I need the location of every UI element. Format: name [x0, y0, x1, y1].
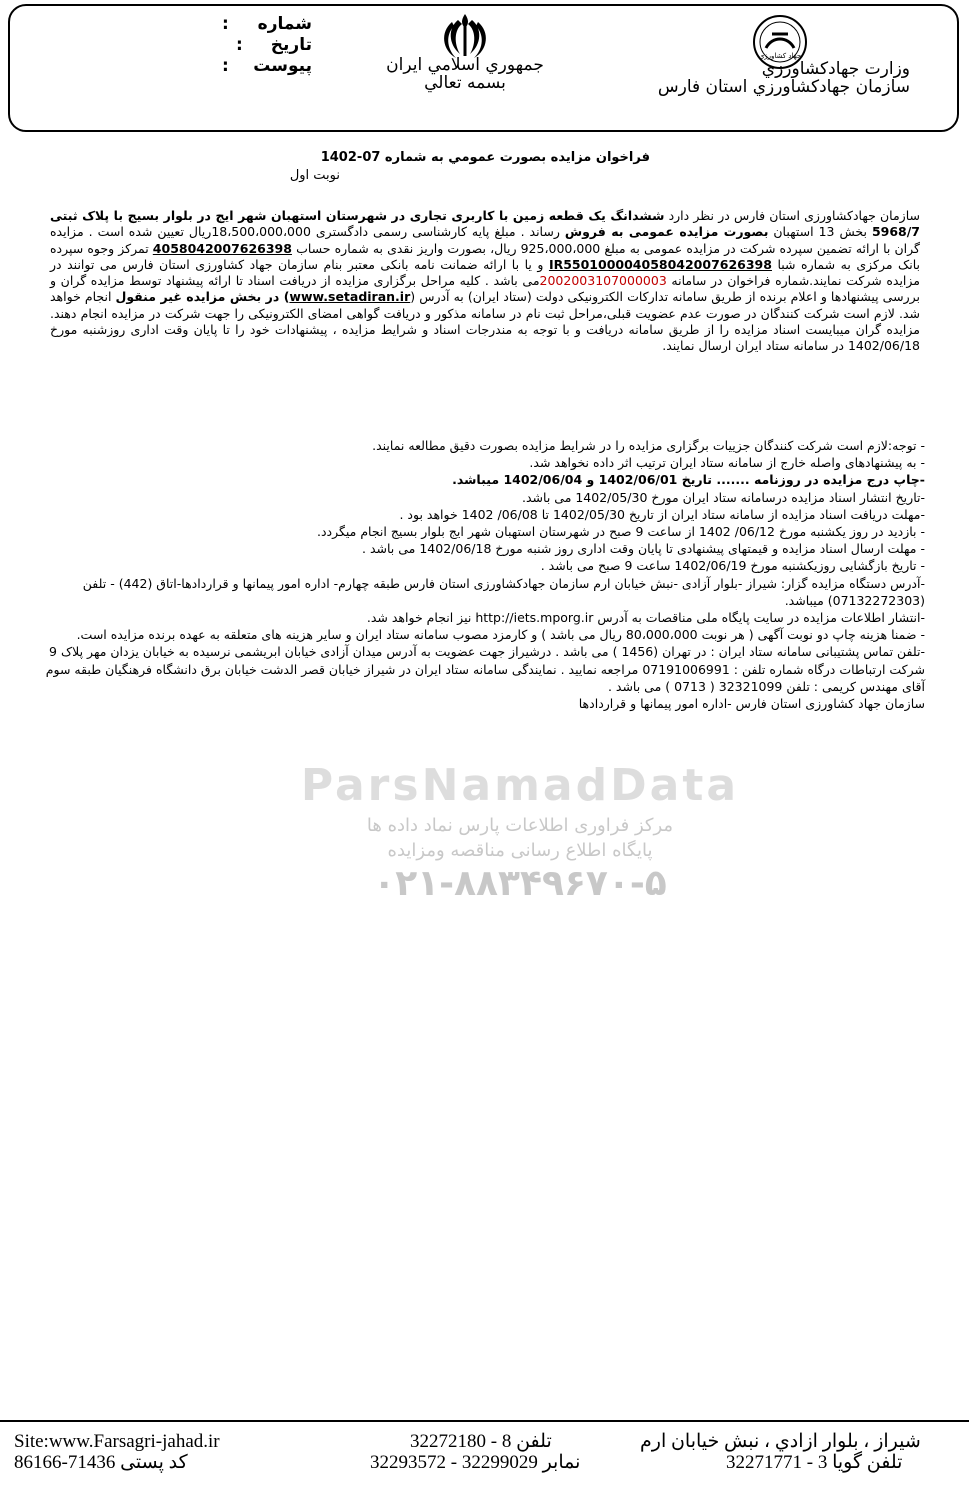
footer-address: شيراز ، بلوار ازادي ، نبش خيابان ارم	[640, 1431, 921, 1452]
note-item: - به پیشنهادهای واصله خارج از سامانه ستاد ایران ترتیب اثر داده نخواهد شد.	[529, 455, 925, 471]
body-part-9: و یا با ارائه ضمانت نامه بانکی معتبر بنام سازمان جهاد کشاورزی استان فارس می توانند در مزایده شرکت نمایند.شماره فراخوان در سامانه	[50, 256, 920, 289]
date-colon: :	[236, 35, 243, 55]
footer-divider	[0, 1420, 969, 1422]
setadiran-link[interactable]: www.setadiran.ir	[289, 289, 411, 305]
watermark	[240, 760, 800, 920]
footer-phone2: تلفن گويا 3 - 32271771	[726, 1452, 903, 1473]
note-item: - ضمنا هزینه چاپ دو نوبت آگهی ( هر نوبت 80،000،000 ریال می باشد ) و کارمزد مصوب سامانه ستاد ایران و سایر هزینه های متعلقه به عهده برنده مزایده است.	[76, 627, 925, 643]
attachment-label: پيوست	[253, 56, 312, 76]
republic-name: جمهوري اسلامي ايران	[386, 55, 544, 75]
note-item: -انتشار اطلاعات مزایده در سایت پایگاه ملی مناقصات به آدرس http://iets.mporg.ir نیز انجام خواهد شد.	[366, 610, 925, 626]
sheba-number: IR550100004058042007626398	[548, 256, 772, 272]
body-part-7: تمرکز وجوه سپرده بانک مرکزی به شماره شبا	[50, 240, 921, 272]
footer-phone: تلفن 8 - 32272180	[410, 1431, 552, 1452]
ministry-name: وزارت جهادکشاورزي	[761, 59, 910, 79]
notice-title: فراخوان مزايده بصورت عمومي به شماره 07-1402	[320, 150, 650, 165]
footer-fax: نمابر 32299029 - 32293572	[370, 1452, 581, 1473]
account-number: 4058042007626398	[152, 240, 292, 256]
call-number: 2002003107000003	[539, 273, 667, 289]
republic-heading	[360, 56, 570, 92]
organization-name: سازمان جهادكشاورزي استان فارس	[657, 77, 910, 97]
number-colon: :	[222, 14, 229, 34]
notice-round: نوبت اول	[289, 168, 340, 183]
note-item: سازمان جهاد کشاورزی استان فارس -اداره امور پیمانها و قراردادها	[578, 696, 925, 712]
note-item: -مهلت دریافت اسناد مزایده از سامانه ستاد ایران از تاریخ 1402/05/30 تا 06/08/ 1402 خواهد بود .	[399, 506, 925, 522]
date-label: تاريخ	[270, 35, 312, 55]
bismillah: بسمه تعالي	[424, 73, 506, 93]
number-label: شماره	[257, 14, 312, 34]
ministry-heading	[610, 60, 910, 96]
watermark-phone: ۰۲۱-۸۸۳۴۹۶۷۰-۵	[373, 863, 667, 904]
body-part-3: بخش 13 استهبان	[768, 224, 872, 240]
watermark-line2: پایگاه اطلاع رسانی مناقصه ومزایده	[387, 840, 653, 861]
footer-postal: کد پستی 71436-86166	[14, 1452, 188, 1473]
body-part-5: رساند . مبلغ پایه کارشناسی رسمی دادگستری 18،500،000،000ریال تعیین شده است . مزایده گران با ارائه تضمین سپرده شرکت در مزایده عمومی به مبلغ 925،000،000 ریال، بصورت واریز نقدی به شماره حساب	[50, 224, 920, 256]
body-sale-type: بصورت مزایده عمومی به فروش	[564, 224, 769, 240]
note-item: - مهلت ارسال اسناد مزایده و قیمتهای پیشنهادی تا پایان وقت اداری روز شنبه مورخ 1402/06/18 می باشد .	[362, 541, 925, 557]
body-part-11: می باشد . کلیه مراحل برگزاری مزایده از دریافت اسناد تا ارائه پیشنهاد توسط مزایده گران و بررسی پیشنهادها و اعلام برنده از طریق سامانه تدارکات الکترونیکی دولت (ستاد ایران) به آدرس (	[50, 273, 920, 305]
body-part-14: انجام خواهد شد. لازم است شرکت کنندگان در صورت عدم عضویت قبلی،مراحل ثبت نام در سامانه مذکور و دریافت گواهی امضای الکترونیکی را جهت شرکت در مزایده انجام دهند. مزایده گران میبایست اسناد مزایده را از طریق سامانه دریافت و با توجه به مندرجات اسناد و شرایط مزایده ، پیشنهادات خود را تا پایان وقت اداری روزشنبه مورخ 1402/06/18 در سامانه ستاد ایران ارسال نمایند.	[50, 289, 920, 354]
watermark-line1: مرکز فراوری اطلاعات پارس نماد داده ها	[366, 815, 674, 836]
body-section: ) در بخش مزایده غیر منقول	[115, 289, 290, 305]
body-part-1: سازمان جهادکشاورزی استان فارس در نظر دارد	[664, 208, 920, 223]
note-item: - تاریخ بازگشایی روزیکشنبه مورخ 1402/06/19 ساعت 9 صبح می باشد .	[540, 558, 925, 574]
body-property: ششدانگ یک قطعه زمین با کاربری تجاری در شهرستان استهبان شهر ایج در بلوار بسیج با پلاک ثبتی 5968/7	[50, 208, 921, 240]
note-item: -آدرس دستگاه مزایده گزار: شیراز -بلوار آزادی -نبش خیابان ارم سازمان جهادکشاورزی استان فارس طبقه چهارم- اداره امور پیمانها و قراردادها-اتاق (442) - تلفن (07132272303) میباشد.	[82, 575, 925, 608]
watermark-brand: ParsNamadData	[300, 760, 740, 811]
note-item: -چاپ درج مزایده در روزنامه ....... تاریخ 1402/06/01 و 1402/06/04 میباشد.	[452, 472, 925, 488]
footer-site[interactable]: Site:www.Farsagri-jahad.ir	[14, 1431, 220, 1452]
notice-body	[50, 208, 920, 355]
note-item: - بازدید در روز یکشنبه مورخ 06/12/ 1402 از ساعت 9 صبح در شهرستان استهبان شهر ایج بلوار بسیج انجام میگردد.	[316, 524, 925, 540]
note-item: -تلفن تماس پشتیبانی سامانه ستاد ایران : در تهران (1456 ) می باشد . درشیراز جهت عضویت به آدرس میدان آزادی خیابان ابریشمی نرسیده به خیابان یزدان مهر پلاک 9 شرکت ارتباطات درگاه شماره تلفن : 07191006991 مراجعه نمایید . نمایندگی سامانه ستاد ایران در شیراز خیابان قصر الدشت خیابان برق دانشگاه فرهنگیان طبقه سوم آقای مهندس کریمی : تلفن 32321099 ( 0713 ) می باشد .	[45, 644, 925, 694]
notes-list	[40, 437, 925, 712]
note-item: - توجه:لازم است شرکت کنندگان جزییات برگزاری مزایده را در شرایط مزایده بصورت دقیق مطالعه نمایند.	[372, 438, 925, 453]
logo-text: جهاد کشاورزی	[758, 52, 802, 60]
attachment-colon: :	[222, 56, 229, 76]
note-item: -تاریخ انتشار اسناد مزایده درسامانه ستاد ایران مورخ 1402/05/30 می باشد.	[522, 489, 925, 505]
